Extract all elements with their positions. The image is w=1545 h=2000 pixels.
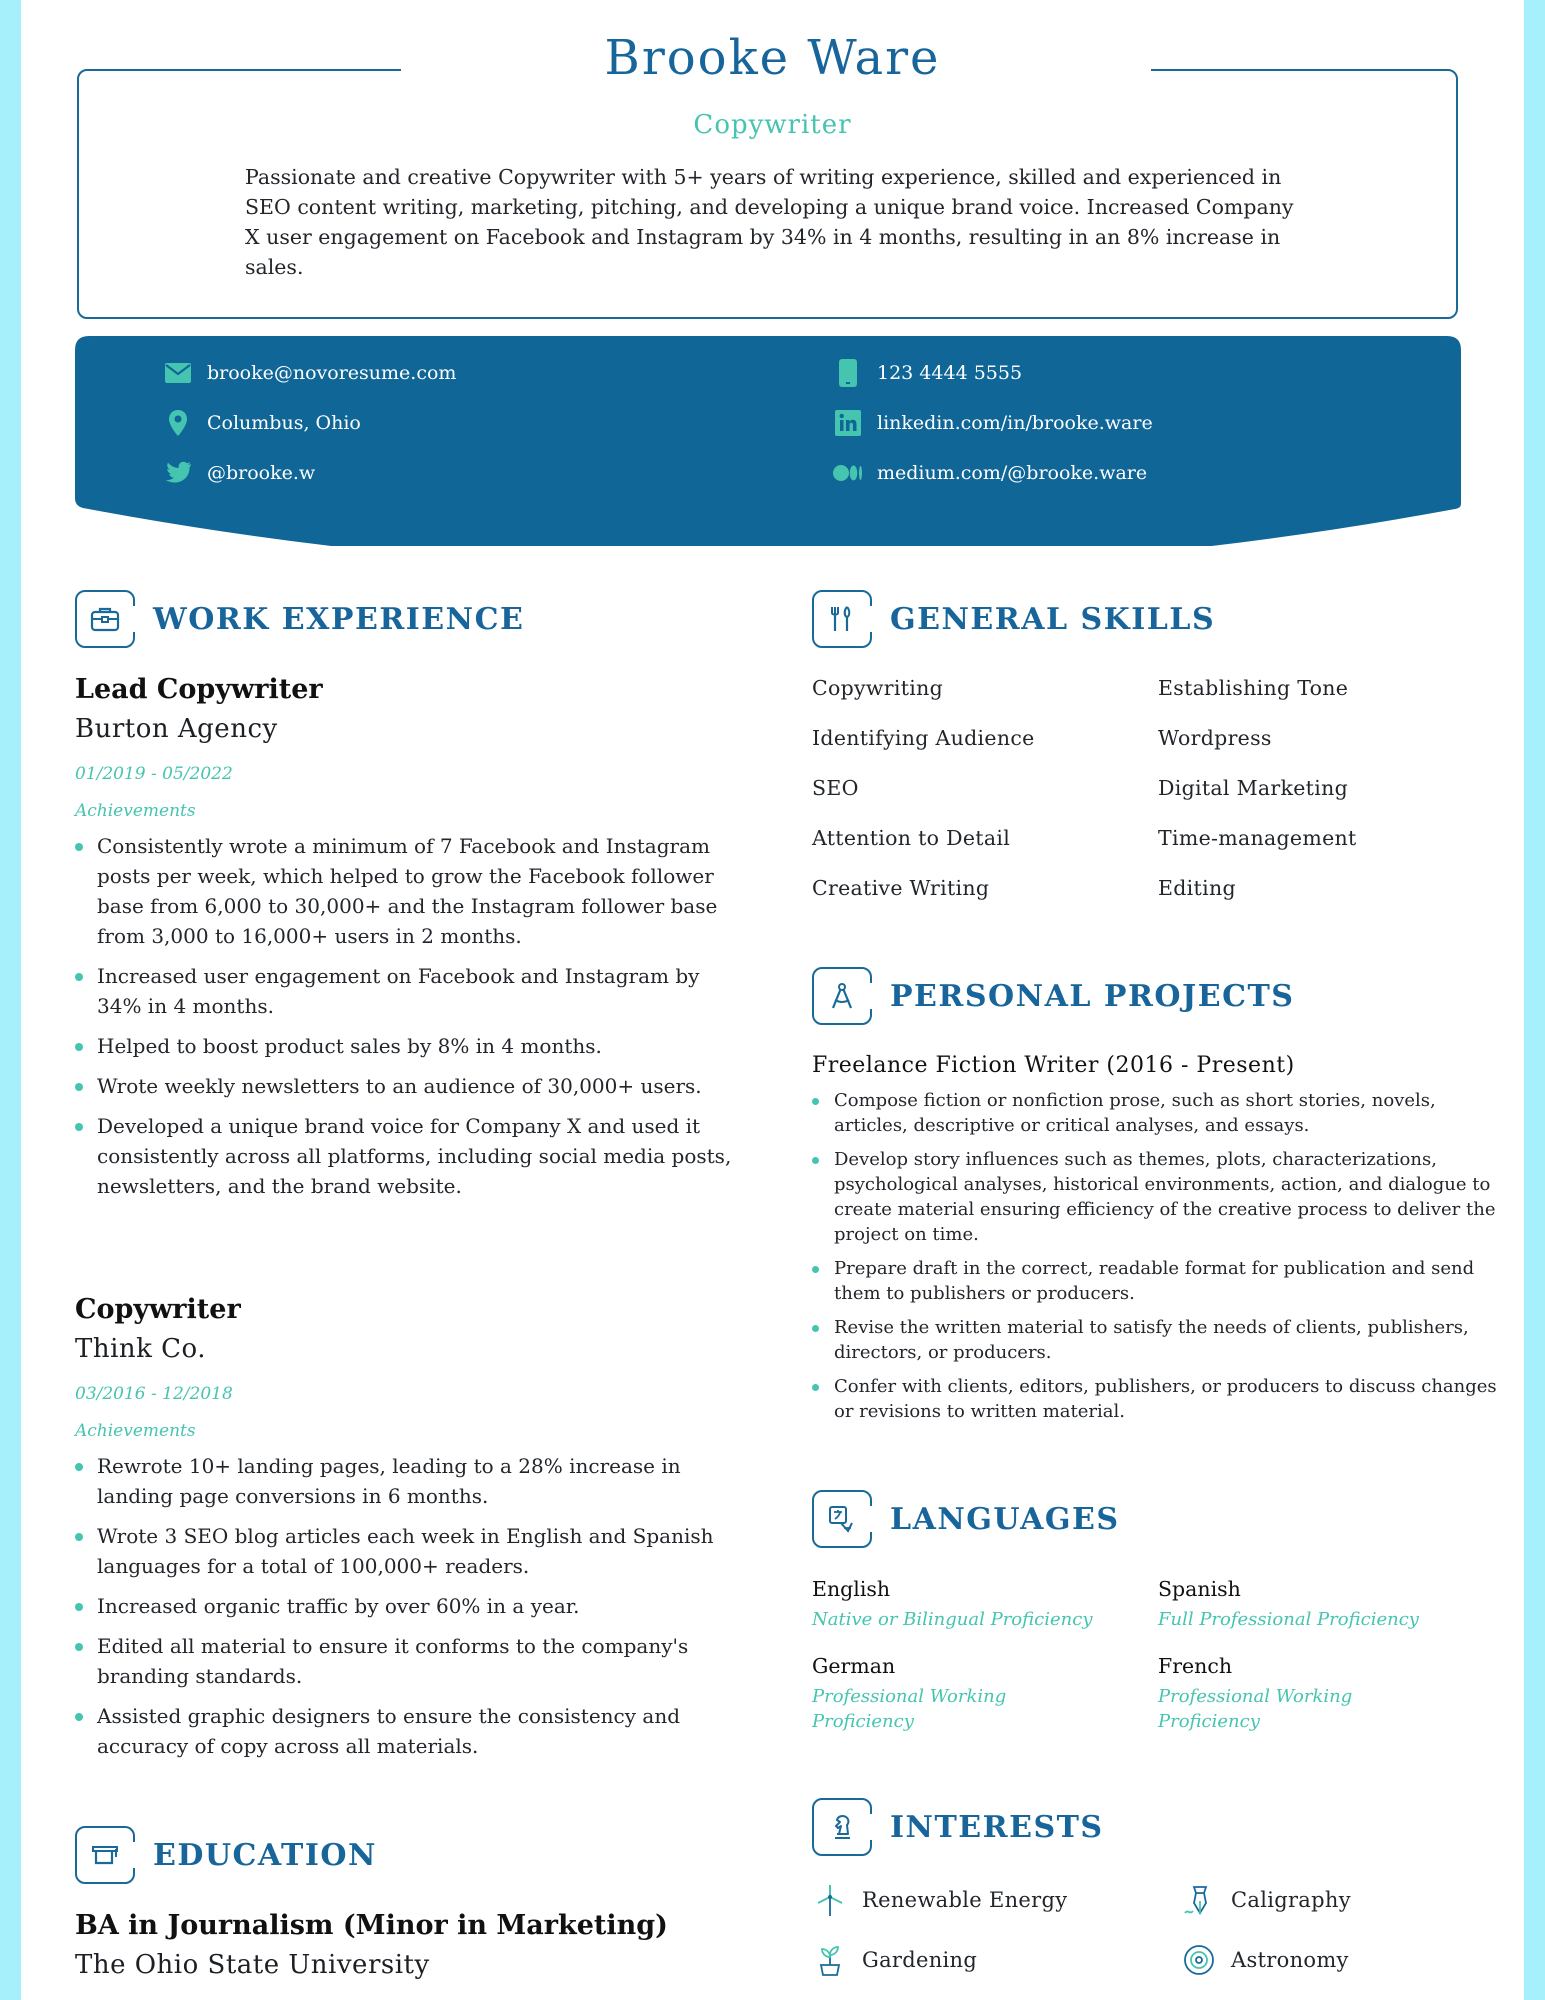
email-icon	[163, 358, 193, 388]
contact-medium[interactable]: medium.com/@brooke.ware	[833, 458, 1147, 488]
briefcase-icon	[75, 590, 135, 648]
list-item: Rewrote 10+ landing pages, leading to a 28% increase in landing page conversions in 6 months.	[75, 1451, 735, 1511]
education-heading: EDUCATION	[75, 1826, 377, 1884]
skill-item: Attention to Detail	[812, 826, 1011, 850]
interest-item: Gardening	[812, 1942, 977, 1978]
skill-item: Copywriting	[812, 676, 944, 700]
skill-item: Identifying Audience	[812, 726, 1035, 750]
candidate-role: Copywriter	[693, 110, 852, 140]
skill-item: SEO	[812, 776, 859, 800]
general-skills-heading: GENERAL SKILLS	[812, 590, 1215, 648]
contact-linkedin[interactable]: linkedin.com/in/brooke.ware	[833, 408, 1153, 438]
interest-item: Renewable Energy	[812, 1882, 1067, 1918]
contact-location: Columbus, Ohio	[163, 408, 361, 438]
list-item: Prepare draft in the correct, readable format for publication and send them to publishers or producers.	[812, 1256, 1502, 1306]
list-item: Wrote weekly newsletters to an audience of 30,000+ users.	[75, 1071, 735, 1101]
achievements-label: Achievements	[75, 801, 196, 821]
language-level: Native or Bilingual Proficiency	[812, 1609, 1093, 1630]
list-item: Edited all material to ensure it conforms to the company's branding standards.	[75, 1631, 735, 1691]
job-company: Burton Agency	[75, 714, 278, 744]
skill-item: Establishing Tone	[1158, 676, 1349, 700]
achievements-label: Achievements	[75, 1421, 196, 1441]
skill-item: Editing	[1158, 876, 1236, 900]
list-item: Develop story influences such as themes, plots, characterizations, psychological analyses, historical environments, action, and dialogue to create material ensuring efficiency of the creative process to deliver the project on time.	[812, 1147, 1502, 1247]
list-item: Developed a unique brand voice for Company X and used it consistently across all platforms, including social media posts, newsletters, and the brand website.	[75, 1111, 735, 1201]
personal-projects-heading: PERSONAL PROJECTS	[812, 967, 1294, 1025]
education-school: The Ohio State University	[75, 1950, 430, 1980]
list-item: Helped to boost product sales by 8% in 4 months.	[75, 1031, 735, 1061]
list-item: Wrote 3 SEO blog articles each week in English and Spanish languages for a total of 100,000+ readers.	[75, 1521, 735, 1581]
list-item: Increased user engagement on Facebook and Instagram by 34% in 4 months.	[75, 961, 735, 1021]
language-name: Spanish	[1158, 1577, 1241, 1601]
work-experience-heading: WORK EXPERIENCE	[75, 590, 524, 648]
education-degree: BA in Journalism (Minor in Marketing)	[75, 1910, 668, 1941]
job-dates: 03/2016 - 12/2018	[75, 1384, 233, 1404]
list-item: Compose fiction or nonfiction prose, such as short stories, novels, articles, descriptive or critical analyses, and essays.	[812, 1088, 1502, 1138]
wind-turbine-icon	[812, 1882, 848, 1918]
list-item: Confer with clients, editors, publishers, or producers to discuss changes or revisions to written material.	[812, 1374, 1502, 1424]
pen-nib-icon	[1181, 1882, 1217, 1918]
summary-text: Passionate and creative Copywriter with 5+ years of writing experience, skilled and experienced in SEO content writing, marketing, pitching, and developing a unique brand voice. Increased Company X user engagement on Facebook and Instagram by 34% in 4 months, resulting in an 8% increase in sales.	[245, 165, 1294, 279]
list-item: Revise the written material to satisfy the needs of clients, publishers, directors, or producers.	[812, 1315, 1502, 1365]
job-dates: 01/2019 - 05/2022	[75, 764, 233, 784]
language-name: English	[812, 1577, 891, 1601]
interest-item: Astronomy	[1181, 1942, 1349, 1978]
language-level: Professional Working Proficiency	[812, 1686, 1007, 1732]
job-bullet-list	[75, 831, 735, 1211]
plant-icon	[812, 1942, 848, 1978]
contact-phone[interactable]: 123 4444 5555	[833, 358, 1022, 388]
linkedin-icon	[833, 408, 863, 438]
project-bullet-list	[812, 1088, 1502, 1433]
graduation-cap-icon	[75, 1826, 135, 1884]
tools-icon	[812, 590, 872, 648]
job-bullet-list	[75, 1451, 735, 1771]
interests-heading: INTERESTS	[812, 1798, 1104, 1856]
chess-knight-icon	[812, 1798, 872, 1856]
list-item: Increased organic traffic by over 60% in a year.	[75, 1591, 735, 1621]
translate-icon	[812, 1490, 872, 1548]
list-item: Assisted graphic designers to ensure the consistency and accuracy of copy across all materials.	[75, 1701, 735, 1761]
contact-email[interactable]: brooke@novoresume.com	[163, 358, 456, 388]
project-title: Freelance Fiction Writer (2016 - Present)	[812, 1053, 1295, 1078]
job-title: Lead Copywriter	[75, 674, 323, 705]
skill-item: Creative Writing	[812, 876, 990, 900]
compass-icon	[812, 967, 872, 1025]
job-company: Think Co.	[75, 1334, 207, 1364]
job-title: Copywriter	[75, 1294, 241, 1325]
list-item: Consistently wrote a minimum of 7 Facebook and Instagram posts per week, which helped to grow the Facebook follower base from 6,000 to 30,000+ and the Instagram follower base from 3,000 to 16,000+ users in 2 months.	[75, 831, 735, 951]
skill-item: Wordpress	[1158, 726, 1272, 750]
languages-heading: LANGUAGES	[812, 1490, 1120, 1548]
twitter-icon	[163, 458, 193, 488]
skill-item: Time-management	[1158, 826, 1357, 850]
language-level: Full Professional Proficiency	[1158, 1609, 1419, 1630]
language-level: Professional Working Proficiency	[1158, 1686, 1353, 1732]
contact-band	[75, 336, 1461, 546]
planet-icon	[1181, 1942, 1217, 1978]
skill-item: Digital Marketing	[1158, 776, 1348, 800]
interest-item: Caligraphy	[1181, 1882, 1351, 1918]
phone-icon	[833, 358, 863, 388]
location-pin-icon	[163, 408, 193, 438]
medium-icon	[833, 458, 863, 488]
language-name: German	[812, 1654, 896, 1678]
candidate-name: Brooke Ware	[604, 30, 941, 86]
language-name: French	[1158, 1654, 1233, 1678]
contact-twitter[interactable]: @brooke.w	[163, 458, 315, 488]
resume-page	[21, 0, 1524, 2000]
